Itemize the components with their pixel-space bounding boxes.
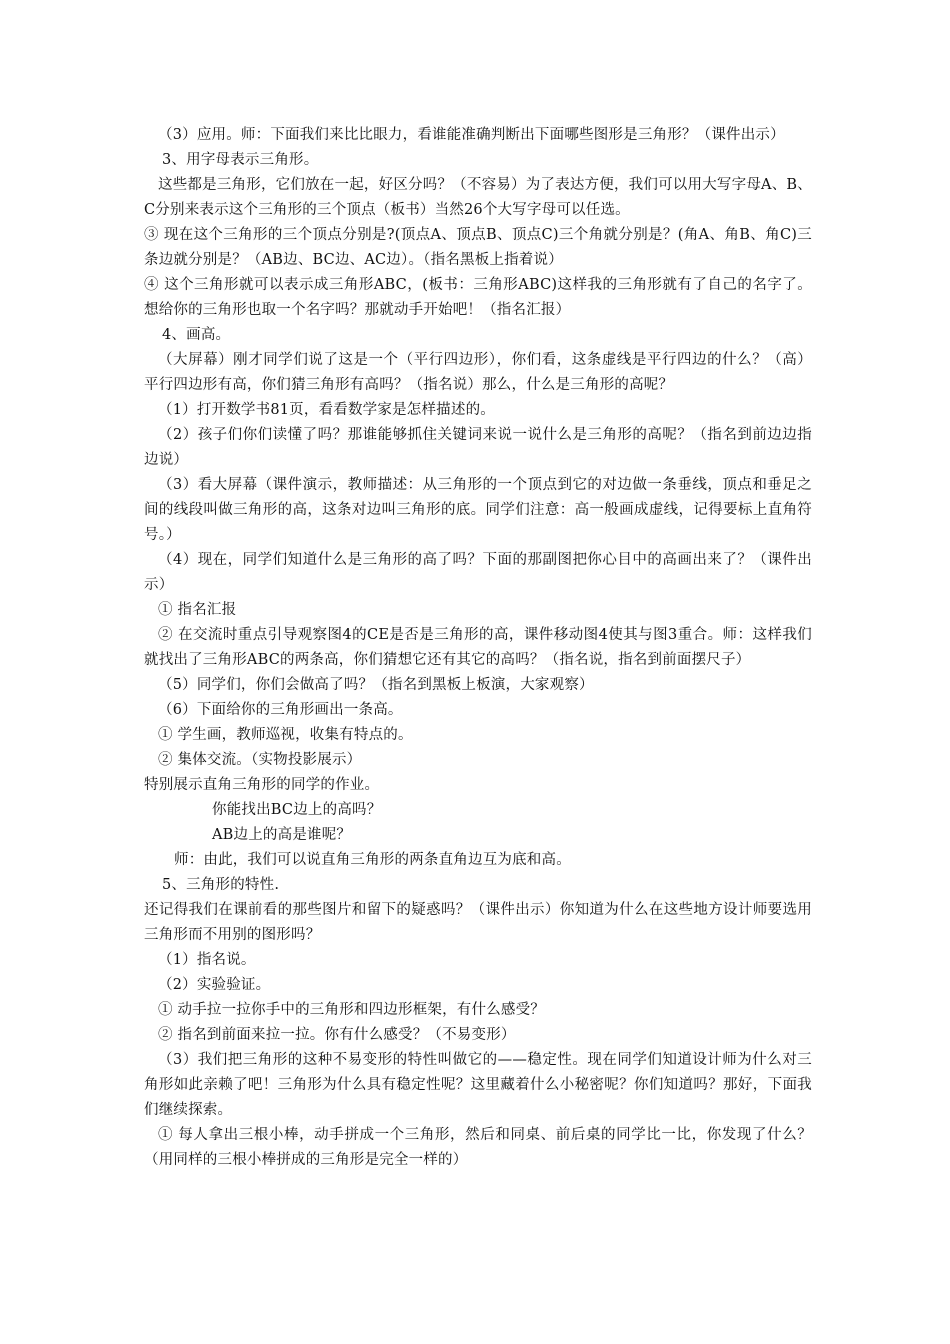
paragraph-right-triangle-work: 特别展示直角三角形的同学的作业。	[144, 777, 380, 793]
paragraph-three-sticks: ① 每人拿出三根小棒，动手拼成一个三角形，然后和同桌、前后桌的同学比一比，你发现了什么？（用同样的三根小棒拼成的三角形是完全一样的）	[144, 1127, 812, 1168]
paragraph-courseware-demo: （3）看大屏幕（课件演示，教师描述：从三角形的一个顶点到它的对边做一条垂线，顶点和垂足之间的线段叫做三角形的高，这条对边叫三角形的底。同学们注意：高一般画成虚线，记得要标上直角符号。）	[144, 477, 812, 543]
paragraph-draw-one-height: （6）下面给你的三角形画出一条高。	[158, 702, 403, 718]
section-heading-properties: 5、三角形的特性.	[162, 877, 280, 893]
list-item-come-forward: ② 指名到前面来拉一拉。你有什么感受？（不易变形）	[158, 1027, 516, 1043]
paragraph-big-screen: （大屏幕）刚才同学们说了这是一个（平行四边形），你们看，这条虚线是平行四边的什么？（高）平行四边形有高，你们猜三角形有高吗？（指名说）那么，什么是三角形的高呢？	[144, 352, 812, 393]
list-item-pull-frames: ① 动手拉一拉你手中的三角形和四边形框架，有什么感受？	[158, 1002, 546, 1018]
paragraph-vertices: ③ 现在这个三角形的三个顶点分别是?(顶点A、顶点B、顶点C)三个角就分别是？(角A、角B、角C)三条边就分别是？（AB边、BC边、AC边）。（指名黑板上指着说）	[144, 227, 812, 268]
document-body	[144, 123, 812, 1173]
paragraph-stability: （3）我们把三角形的这种不易变形的特性叫做它的——稳定性。现在同学们知道设计师为什么对三角形如此亲赖了吧！三角形为什么具有稳定性呢？这里藏着什么小秘密呢？你们知道吗？那好，下面我们继续探索。	[144, 1052, 812, 1118]
paragraph-keywords: （2）孩子们你们读懂了吗？那谁能够抓住关键词来说一说什么是三角形的高呢？（指名到前边边指边说）	[144, 427, 812, 468]
list-item-group-share: ② 集体交流。（实物投影展示）	[158, 752, 362, 768]
list-item-student-draw: ① 学生画，教师巡视，收集有特点的。	[158, 727, 413, 743]
question-bc-height: 你能找出BC边上的高吗？	[212, 802, 382, 818]
paragraph-letters-intro: 这些都是三角形，它们放在一起，好区分吗？（不容易）为了表达方便，我们可以用大写字母A、B、C分别来表示这个三角形的三个顶点（板书）当然26个大写字母可以任选。	[144, 177, 812, 218]
paragraph-draw-height: （4）现在，同学们知道什么是三角形的高了吗？下面的那副图把你心目中的高画出来了？（课件出示）	[144, 552, 812, 593]
paragraph-teacher-conclusion: 师：由此，我们可以说直角三角形的两条直角边互为底和高。	[174, 852, 571, 868]
paragraph-remember-pictures: 还记得我们在课前看的那些图片和留下的疑惑吗？（课件出示）你知道为什么在这些地方设计师要选用三角形而不用别的图形吗？	[144, 902, 812, 943]
paragraph-ce-observation: ② 在交流时重点引导观察图4的CE是否是三角形的高，课件移动图4使其与图3重合。师：这样我们就找出了三角形ABC的两条高，你们猜想它还有其它的高吗？（指名说，指名到前面摆尺子）	[144, 627, 812, 668]
paragraph-naming: ④ 这个三角形就可以表示成三角形ABC，(板书：三角形ABC)这样我的三角形就有了自己的名字了。想给你的三角形也取一个名字吗？那就动手开始吧！（指名汇报）	[144, 277, 812, 318]
section-heading-height: 4、画高。	[162, 327, 231, 343]
paragraph-application: （3）应用。师：下面我们来比比眼力，看谁能准确判断出下面哪些图形是三角形？（课件出示）	[158, 127, 785, 143]
paragraph-open-book: （1）打开数学书81页，看看数学家是怎样描述的。	[158, 402, 495, 418]
list-item-report: ① 指名汇报	[158, 602, 237, 618]
list-item-say: （1）指名说。	[158, 952, 256, 968]
section-heading-letters: 3、用字母表示三角形。	[162, 152, 319, 168]
paragraph-can-do-height: （5）同学们，你们会做高了吗？（指名到黑板上板演，大家观察）	[158, 677, 594, 693]
question-ab-height: AB边上的高是谁呢？	[212, 827, 352, 843]
list-item-experiment: （2）实验验证。	[158, 977, 271, 993]
